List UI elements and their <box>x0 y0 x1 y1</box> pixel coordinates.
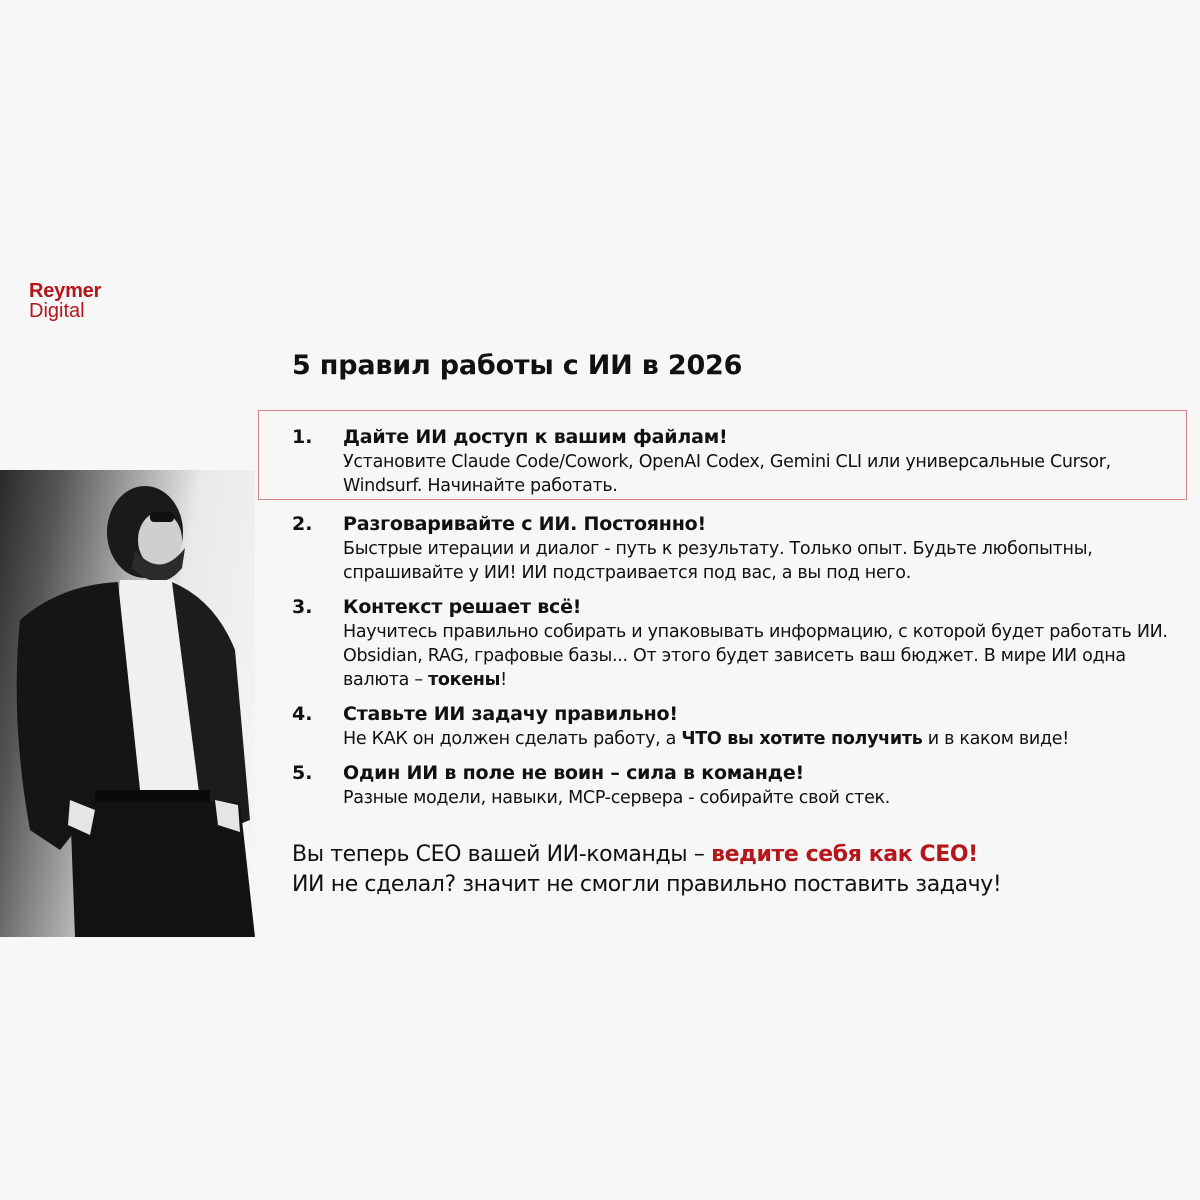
rule-heading: Ставьте ИИ задачу правильно! <box>343 703 678 725</box>
rule-heading: Контекст решает всё! <box>343 596 582 618</box>
rule-number: 1. <box>292 426 313 448</box>
rule-body-text: Разные модели, навыки, MCP-сервера - собирайте свой стек. <box>343 788 891 808</box>
rule-body-emphasis: токены <box>428 670 501 690</box>
man-in-suit-photo <box>0 470 255 937</box>
brand-logo <box>29 281 101 321</box>
closing-statement <box>292 840 1001 900</box>
rule-number: 5. <box>292 762 313 784</box>
rule-body <box>343 537 1182 585</box>
rule-body <box>343 727 1182 751</box>
closing-accent-text: ведите себя как CEO! <box>711 842 978 867</box>
rule-item <box>292 511 1182 585</box>
rule-body-emphasis: ЧТО вы хотите получить <box>681 729 923 749</box>
logo-line-2: Digital <box>29 300 85 322</box>
rule-body-text: и в каком виде! <box>922 729 1069 749</box>
logo-line-1: Reymer <box>29 280 102 302</box>
rule-item <box>292 594 1182 692</box>
rule-heading: Один ИИ в поле не воин – сила в команде! <box>343 762 804 784</box>
man-silhouette-icon <box>0 470 255 937</box>
rule-number: 2. <box>292 513 313 535</box>
rule-body-text: ! <box>500 670 507 690</box>
rule-body <box>343 620 1182 692</box>
rule-body-text: Научитесь правильно собирать и упаковывать информацию, с которой будет работать ИИ. Obsidian, RAG, графовые базы... От этого будет зависеть ваш бюджет. В мире ИИ одна валюта – <box>343 622 1168 690</box>
closing-line-1 <box>292 840 1001 870</box>
rule-number: 3. <box>292 596 313 618</box>
rule-body <box>343 450 1182 498</box>
rule-heading: Разговаривайте с ИИ. Постоянно! <box>343 513 706 535</box>
rule-item <box>292 424 1182 498</box>
rule-body-text: Не КАК он должен сделать работу, а <box>343 729 682 749</box>
page-title: 5 правил работы с ИИ в 2026 <box>292 350 743 381</box>
rule-heading: Дайте ИИ доступ к вашим файлам! <box>343 426 728 448</box>
rules-list <box>292 424 1182 817</box>
rule-body-text: Установите Claude Code/Cowork, OpenAI Codex, Gemini CLI или универсальные Cursor, Windsurf. Начинайте работать. <box>343 452 1111 496</box>
rule-body-text: Быстрые итерации и диалог - путь к результату. Только опыт. Будьте любопытны, спрашивайте у ИИ! ИИ подстраивается под вас, а вы под него. <box>343 539 1093 583</box>
rule-item <box>292 760 1182 810</box>
rule-number: 4. <box>292 703 313 725</box>
rule-item <box>292 701 1182 751</box>
closing-line-1-text: Вы теперь CEO вашей ИИ-команды – <box>292 842 712 867</box>
rule-body <box>343 786 1182 810</box>
closing-line-2: ИИ не сделал? значит не смогли правильно поставить задачу! <box>292 872 1002 897</box>
